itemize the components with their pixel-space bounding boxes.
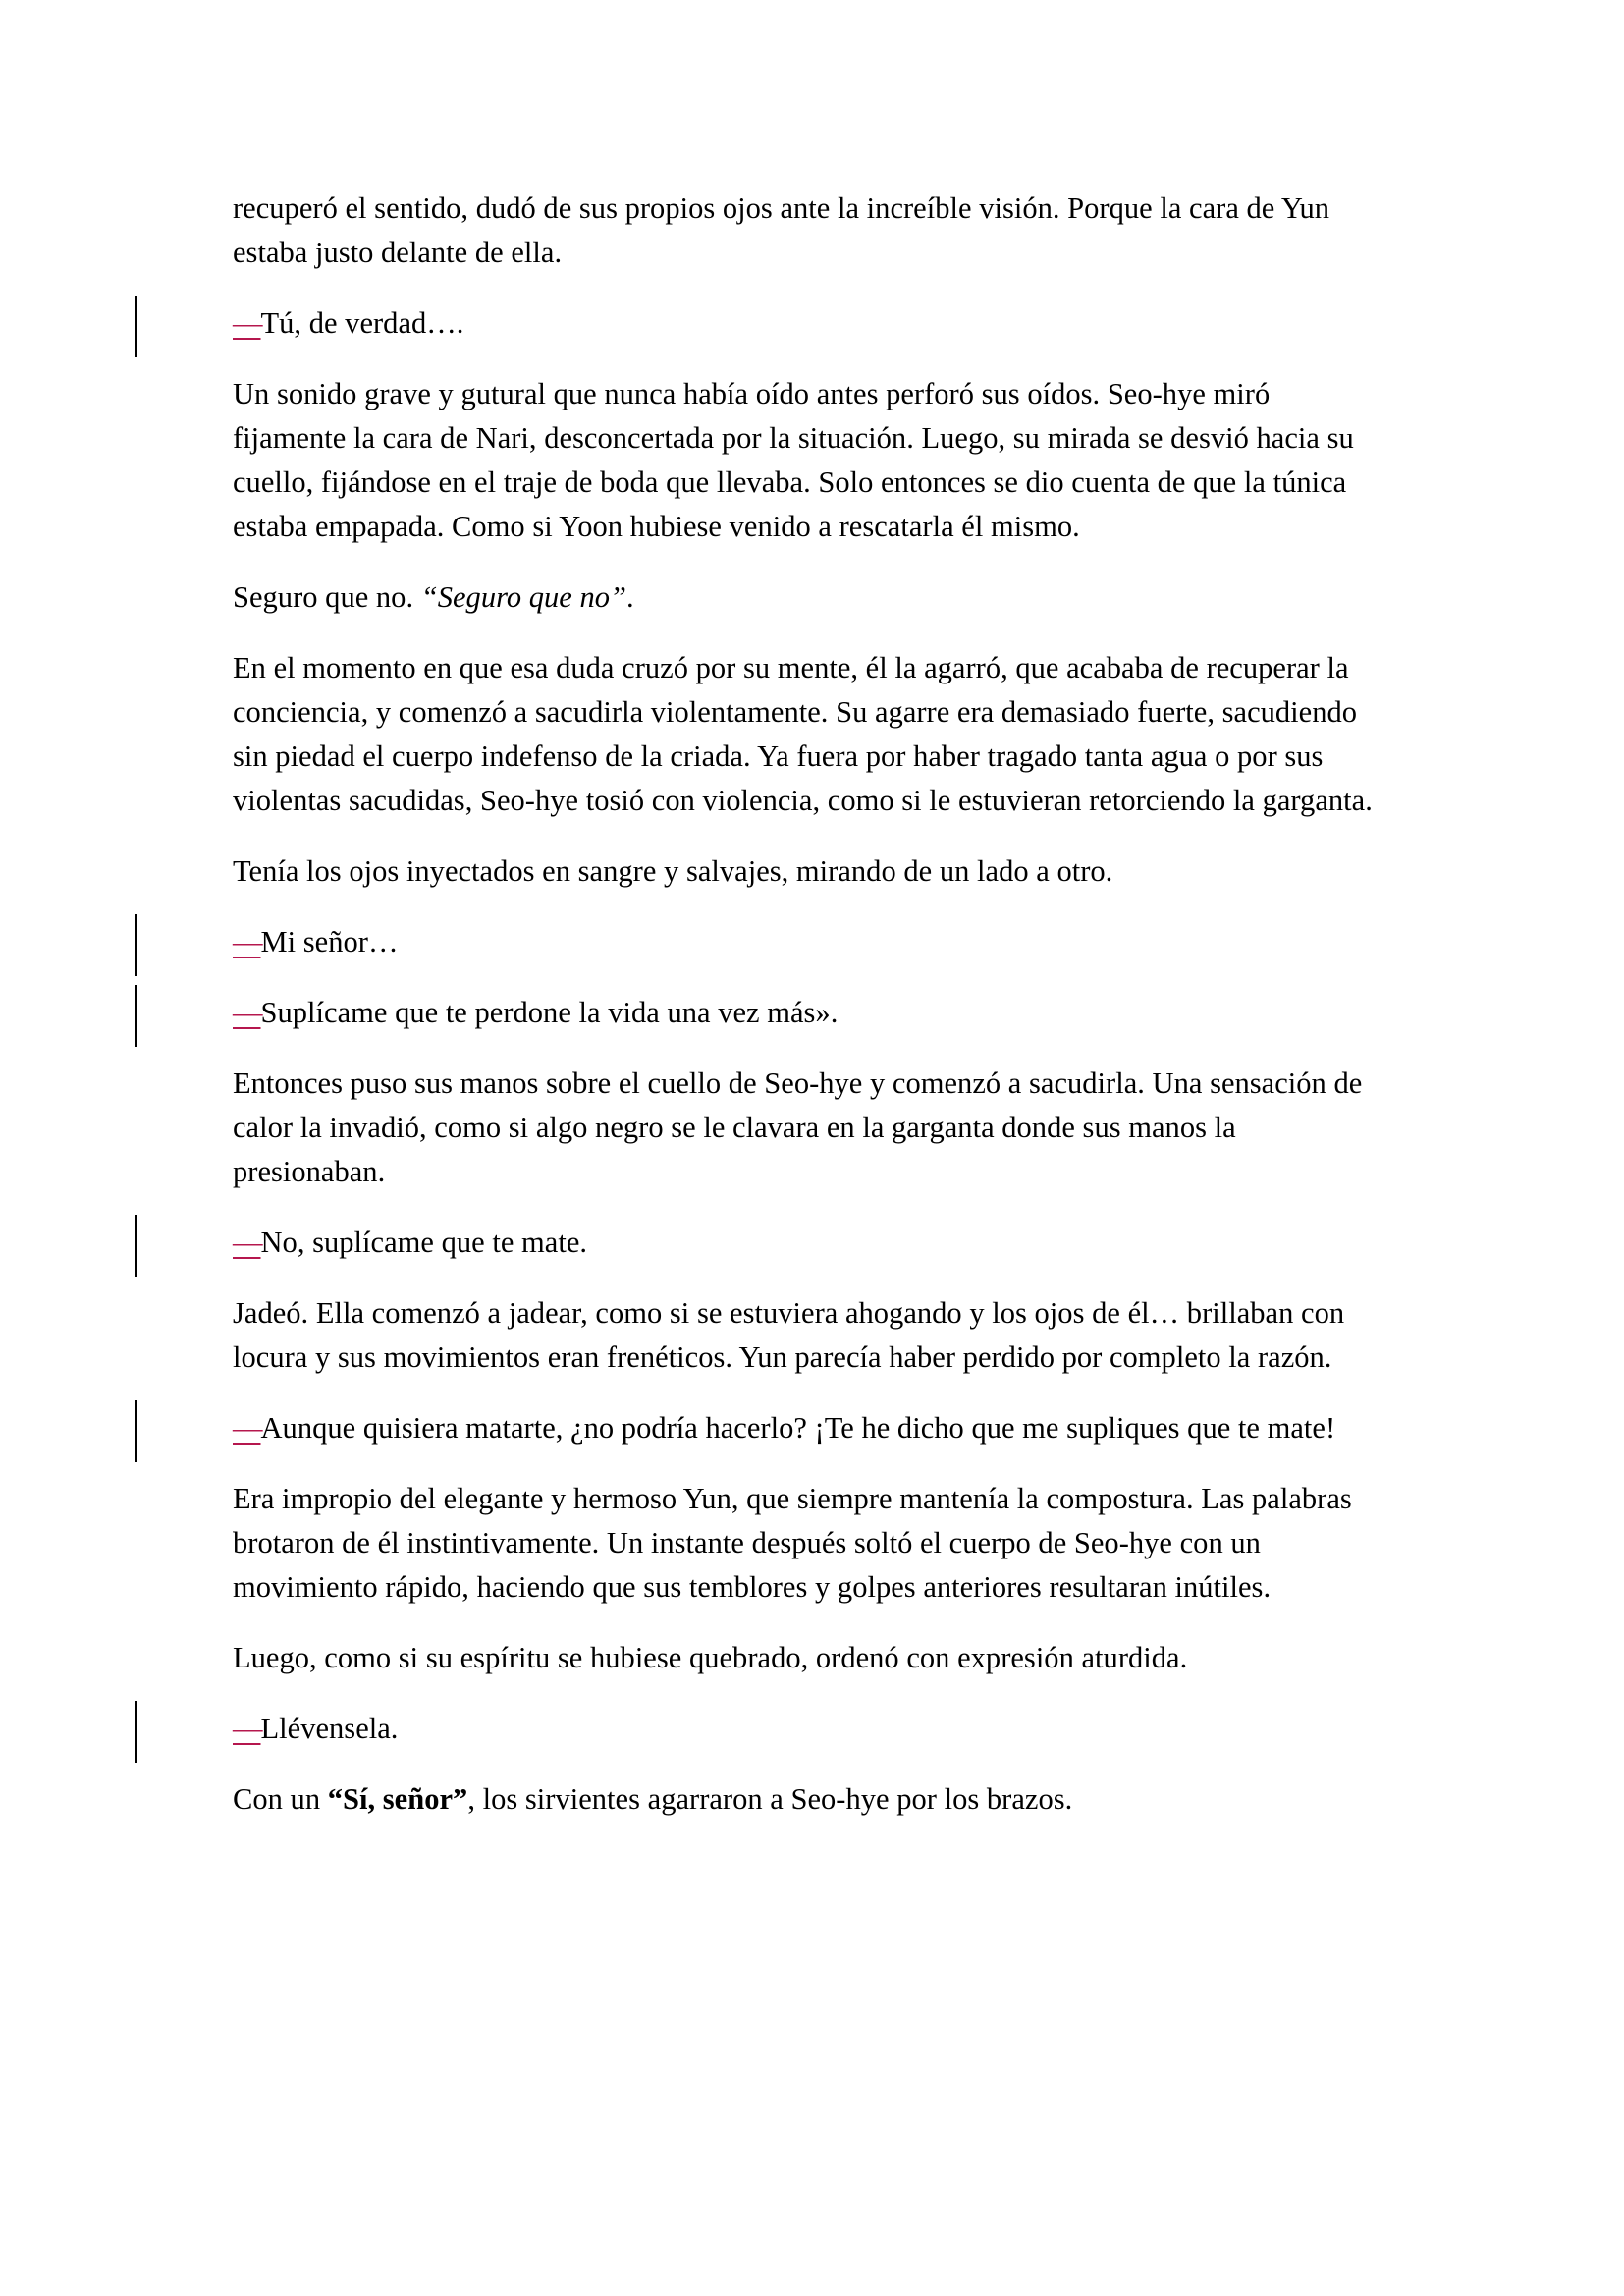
paragraph-text-plain: Con un: [233, 1782, 328, 1816]
paragraph-narrative: Era impropio del elegante y hermoso Yun, que siempre mantenía la compostura. Las palabras brotaron de él instintivamente. Un instante después soltó el cuerpo de Seo-hye con un movimiento rápido, haciendo que sus temblores y golpes anteriores resultaran inútiles.: [233, 1482, 1352, 1604]
document-body: [233, 187, 1386, 1822]
paragraph-text-bold: “Sí, señor”: [327, 1782, 468, 1816]
dialogue-text: Tú, de verdad….: [260, 306, 464, 340]
paragraph-text-italic: “Seguro que no”: [420, 580, 627, 614]
paragraph-dialogue: [233, 1221, 1386, 1265]
dialogue-text: Mi señor…: [260, 925, 399, 958]
paragraph-narrative: Entonces puso sus manos sobre el cuello de Seo-hye y comenzó a sacudirla. Una sensación de calor la invadió, como si algo negro se le clavara en la garganta donde sus manos la presionaban.: [233, 1066, 1363, 1188]
paragraph-text-plain: Seguro que no.: [233, 580, 421, 614]
dialogue-text: Aunque quisiera matarte, ¿no podría hacerlo? ¡Te he dicho que me supliques que te mate!: [260, 1411, 1336, 1445]
paragraph-narrative: En el momento en que esa duda cruzó por su mente, él la agarró, que acababa de recuperar la conciencia, y comenzó a sacudirla violentamente. Su agarre era demasiado fuerte, sacudiendo sin piedad el cuerpo indefenso de la criada. Ya fuera por haber tragado tanta agua o por sus violentas sacudidas, Seo-hye tosió con violencia, como si le estuvieran retorciendo la garganta.: [233, 651, 1373, 817]
paragraph-narrative: Luego, como si su espíritu se hubiese quebrado, ordenó con expresión aturdida.: [233, 1641, 1188, 1674]
paragraph-text-tail: , los sirvientes agarraron a Seo-hye por los brazos.: [467, 1782, 1073, 1816]
paragraph-dialogue: [233, 301, 1386, 346]
dialogue-dash-icon: —: [233, 925, 261, 958]
dialogue-dash-icon: —: [233, 996, 261, 1029]
paragraph-dialogue: [233, 1406, 1386, 1450]
paragraph-narrative: [233, 1777, 1386, 1822]
paragraph-dialogue: [233, 920, 1386, 964]
dialogue-text: Llévensela.: [260, 1712, 399, 1745]
dialogue-dash-icon: —: [233, 1411, 261, 1445]
paragraph-text-tail: .: [626, 580, 634, 614]
paragraph-narrative: [233, 575, 1386, 620]
paragraph-dialogue: [233, 991, 1386, 1035]
paragraph-narrative: Un sonido grave y gutural que nunca había oído antes perforó sus oídos. Seo-hye miró fijamente la cara de Nari, desconcertada por la situación. Luego, su mirada se desvió hacia su cuello, fijándose en el traje de boda que llevaba. Solo entonces se dio cuenta de que la túnica estaba empapada. Como si Yoon hubiese venido a rescatarla él mismo.: [233, 377, 1354, 543]
paragraph-narrative: recuperó el sentido, dudó de sus propios ojos ante la increíble visión. Porque la cara de Yun estaba justo delante de ella.: [233, 191, 1330, 269]
dialogue-dash-icon: —: [233, 1226, 261, 1259]
dialogue-text: Suplícame que te perdone la vida una vez más».: [260, 996, 839, 1029]
dialogue-dash-icon: —: [233, 306, 261, 340]
paragraph-dialogue: [233, 1707, 1386, 1751]
dialogue-dash-icon: —: [233, 1712, 261, 1745]
dialogue-text: No, suplícame que te mate.: [260, 1226, 588, 1259]
paragraph-narrative: Jadeó. Ella comenzó a jadear, como si se estuviera ahogando y los ojos de él… brillaban con locura y sus movimientos eran frenéticos. Yun parecía haber perdido por completo la razón.: [233, 1296, 1345, 1374]
paragraph-narrative: Tenía los ojos inyectados en sangre y salvajes, mirando de un lado a otro.: [233, 854, 1113, 888]
